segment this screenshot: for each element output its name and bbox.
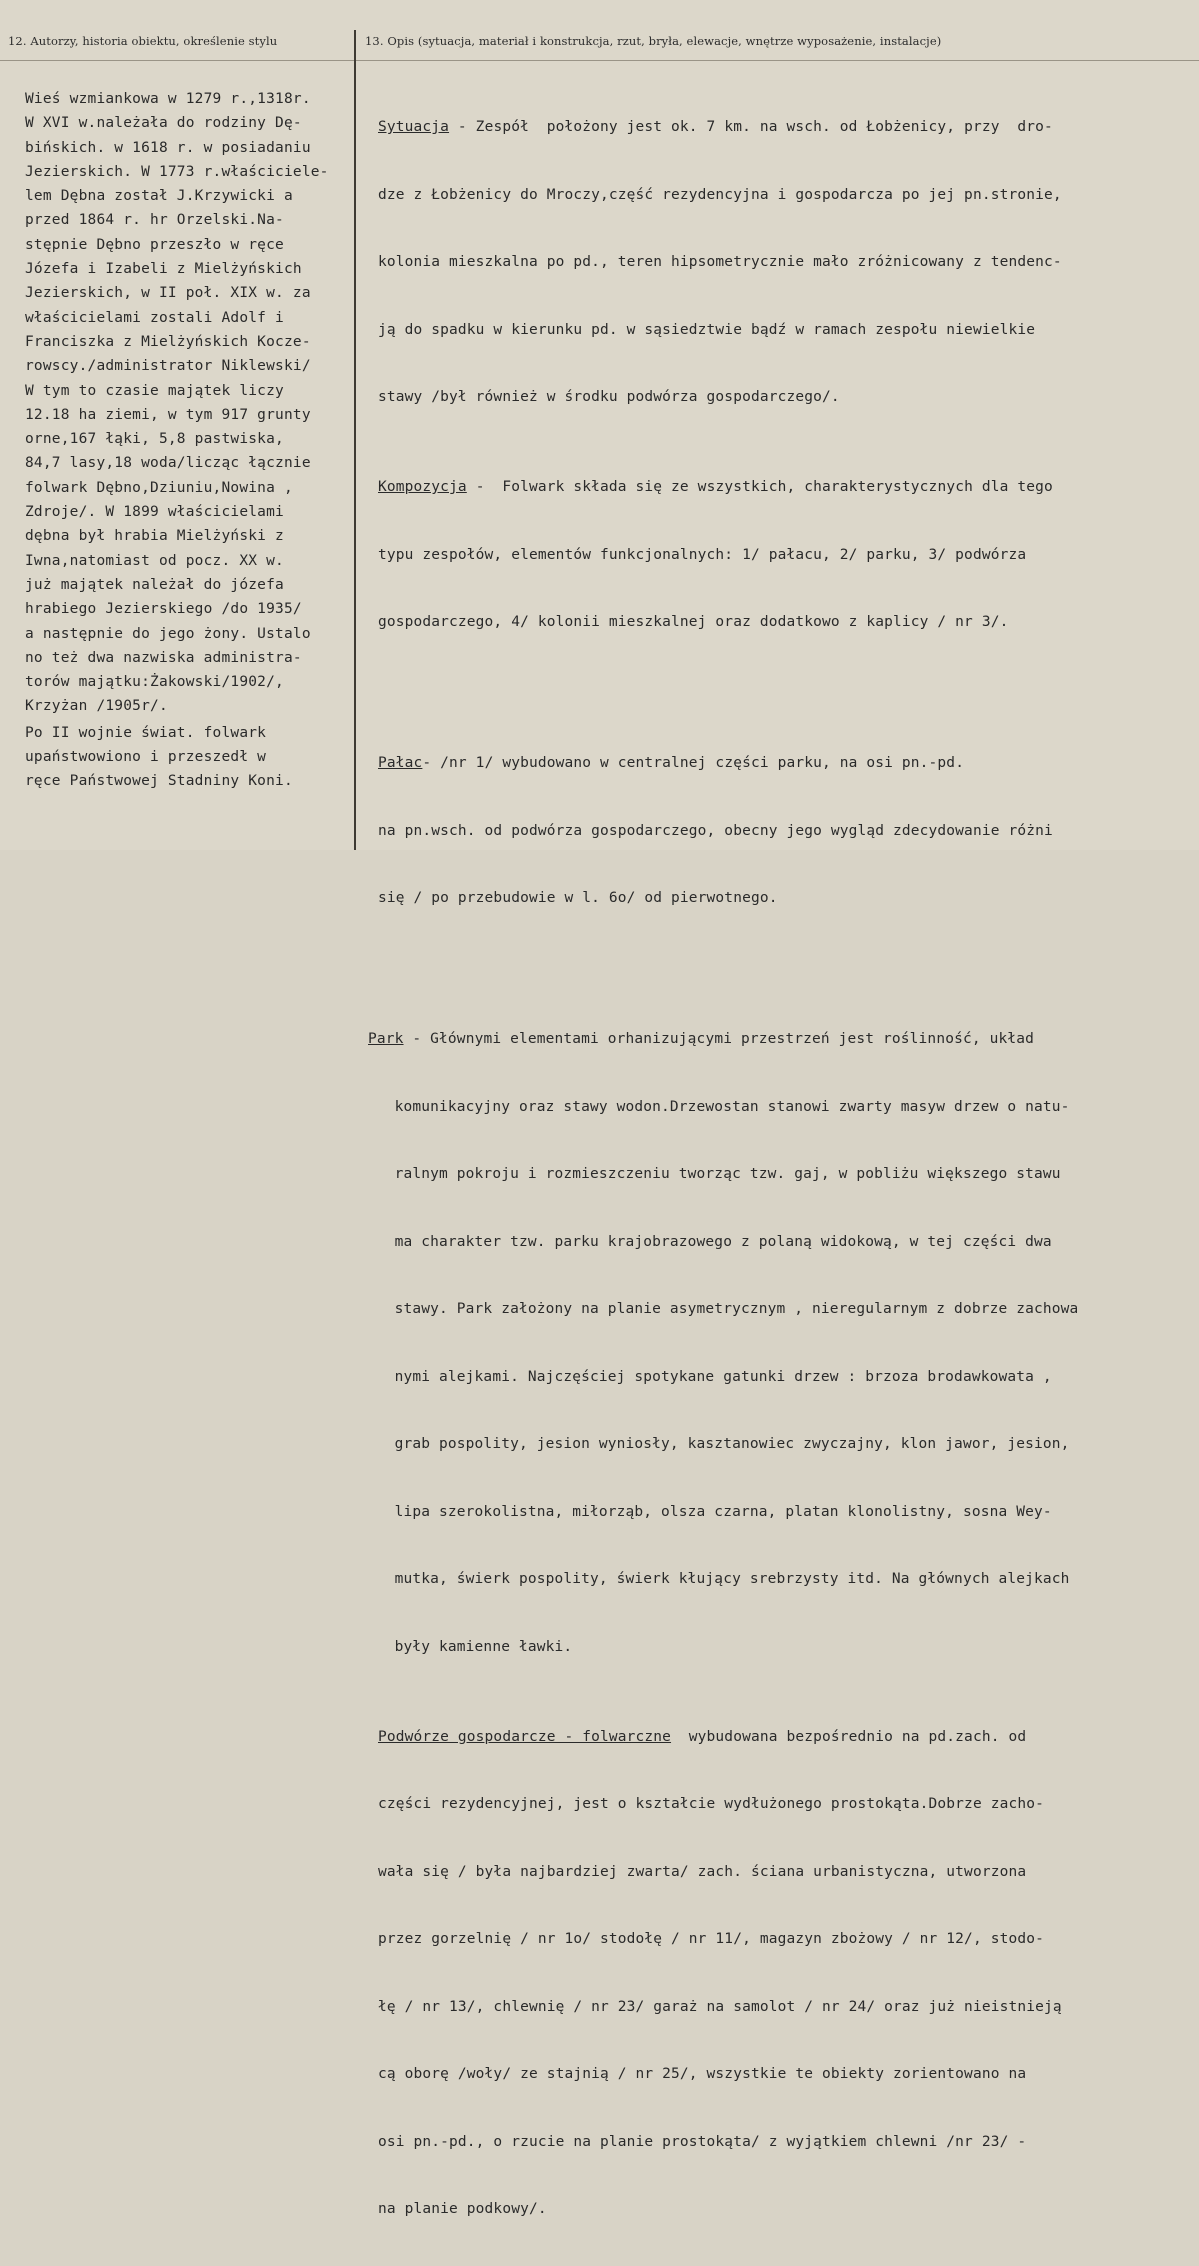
history-line: no też dwa nazwiska administra- [25,649,302,666]
history-text [25,87,360,794]
right-column-header: 13. Opis (sytuacja, materiał i konstrukcja, rzut, bryła, elewacje, wnętrze wyposażenie, instalacje) [365,34,942,48]
history-line: folwark Dębno,Dziuniu,Nowina , [25,479,293,496]
kompozycja-heading: Kompozycja [378,479,467,495]
park-line: mutka, świerk pospolity, świerk kłujący srebrzysty itd. Na głównych alejkach [368,1571,1070,1587]
podworze-line-1: Podwórze gospodarcze - folwarczne wybudowana bezpośrednio na pd.zach. od [378,1728,1027,1745]
history-line: właścicielami zostali Adolf i [25,309,284,326]
podworze-line: łę / nr 13/, chlewnię / nr 23/ garaż na samolot / nr 24/ oraz już nieistnieją [378,1998,1062,2015]
podworze-line: części rezydencyjnej, jest o kształcie wydłużonego prostokąta.Dobrze zacho- [378,1796,1044,1812]
podworze-line: na planie podkowy/. [378,2201,547,2217]
history-line: W XVI w.należała do rodziny Dę- [25,115,302,132]
left-column-header: 12. Autorzy, historia obiektu, określenie stylu [8,34,278,48]
park-heading: Park [368,1031,404,1047]
history-line: a następnie do jego żony. Ustalo [25,625,311,642]
history-line: już majątek należał do józefa [25,576,284,593]
podworze-line: wała się / była najbardziej zwarta/ zach. ściana urbanistyczna, utworzona [378,1863,1027,1880]
history-line: Zdroje/. W 1899 właścicielami [25,504,284,521]
park-line: komunikacyjny oraz stawy wodon.Drzewostan stanowi zwarty masyw drzew o natu- [368,1098,1070,1115]
sytuacja-line: kolonia mieszkalna po pd., teren hipsometrycznie mało zróżnicowany z tendenc- [378,254,1062,270]
history-line: Wieś wzmiankowa w 1279 r.,1318r. [25,91,311,107]
sytuacja-heading: Sytuacja [378,119,450,135]
history-line: Józefa i Izabeli z Mielżyńskich [25,261,302,278]
history-line: upaństwowiono i przeszedł w [25,749,267,766]
history-line: rowscy./administrator Niklewski/ [25,358,311,375]
kompozycja-line: gospodarczego, 4/ kolonii mieszkalnej oraz dodatkowo z kaplicy / nr 3/. [378,614,1009,630]
history-line: Jezierskich. W 1773 r.właściciele- [25,163,329,180]
history-line: torów majątku:Żakowski/1902/, [25,674,284,691]
sytuacja-line: stawy /był również w środku podwórza gospodarczego/. [378,389,840,405]
history-line: Iwna,natomiast od pocz. XX w. [25,552,284,569]
history-line: dębna był hrabia Mielżyński z [25,528,284,545]
park-line: nymi alejkami. Najczęściej spotykane gatunki drzew : brzoza brodawkowata , [368,1368,1052,1385]
park-line: lipa szerokolistna, miłorząb, olsza czarna, platan klonolistny, sosna Wey- [368,1503,1052,1520]
history-line: bińskich. w 1618 r. w posiadaniu [25,139,311,156]
history-line: 12.18 ha ziemi, w tym 917 grunty [25,406,311,423]
history-line: hrabiego Jezierskiego /do 1935/ [25,601,302,618]
palac-line: się / po przebudowie w l. 6o/ od pierwotnego. [378,890,778,906]
podworze-heading: Podwórze gospodarcze - folwarczne [378,1728,672,1745]
kompozycja-line: typu zespołów, elementów funkcjonalnych: 1/ pałacu, 2/ parku, 3/ podwórza [378,546,1027,563]
palac-heading: Pałac [378,755,423,771]
history-line: stępnie Dębno przeszło w ręce [25,236,284,253]
description-text [368,71,1193,2266]
podworze-line: osi pn.-pd., o rzucie na planie prostokąta/ z wyjątkiem chlewni /nr 23/ - [378,2133,1027,2150]
history-line: 84,7 lasy,18 woda/licząc łącznie [25,455,311,472]
palac-line-1: Pałac- /nr 1/ wybudowano w centralnej części parku, na osi pn.-pd. [378,755,965,771]
park-line: były kamienne ławki. [368,1638,573,1655]
podworze-line: przez gorzelnię / nr 1o/ stodołę / nr 11/, magazyn zbożowy / nr 12/, stodo- [378,1931,1044,1947]
sytuacja-line-1: Sytuacja - Zespół położony jest ok. 7 km. na wsch. od Łobżenicy, przy dro- [378,119,1053,135]
history-line: ręce Państwowej Stadniny Koni. [25,773,293,790]
history-line: W tym to czasie majątek liczy [25,382,284,399]
history-line: lem Dębna został J.Krzywicki a [25,188,293,205]
park-line: stawy. Park założony na planie asymetrycznym , nieregularnym z dobrze zachowa [368,1301,1079,1317]
sytuacja-line: ją do spadku w kierunku pd. w sąsiedztwie bądź w ramach zespołu niewielkie [378,321,1036,338]
park-line: ralnym pokroju i rozmieszczeniu tworząc tzw. gaj, w pobliżu większego stawu [368,1166,1061,1182]
kompozycja-line-1: Kompozycja - Folwark składa się ze wszystkich, charakterystycznych dla tego [378,479,1053,495]
history-line: orne,167 łąki, 5,8 pastwiska, [25,431,284,448]
palac-line: na pn.wsch. od podwórza gospodarczego, obecny jego wygląd zdecydowanie różni [378,822,1053,839]
podworze-line: cą oborę /woły/ ze stajnią / nr 25/, wszystkie te obiekty zorientowano na [378,2066,1027,2082]
sytuacja-line: dze z Łobżenicy do Mroczy,część rezydencyjna i gospodarcza po jej pn.stronie, [378,186,1062,203]
park-line-1: Park - Głównymi elementami orhanizującymi przestrzeń jest roślinność, układ [368,1031,1034,1047]
header-divider [0,60,1199,61]
history-line: Po II wojnie świat. folwark [25,724,267,741]
park-line: grab pospolity, jesion wyniosły, kasztanowiec zwyczajny, klon jawor, jesion, [368,1436,1070,1452]
history-line: przed 1864 r. hr Orzelski.Na- [25,212,284,229]
park-line: ma charakter tzw. parku krajobrazowego z polaną widokową, w tej części dwa [368,1233,1052,1250]
history-line: Franciszka z Mielżyńskich Kocze- [25,333,311,350]
history-line: Jezierskich, w II poł. XIX w. za [25,285,311,302]
history-line: Krzyżan /1905r/. [25,698,168,715]
